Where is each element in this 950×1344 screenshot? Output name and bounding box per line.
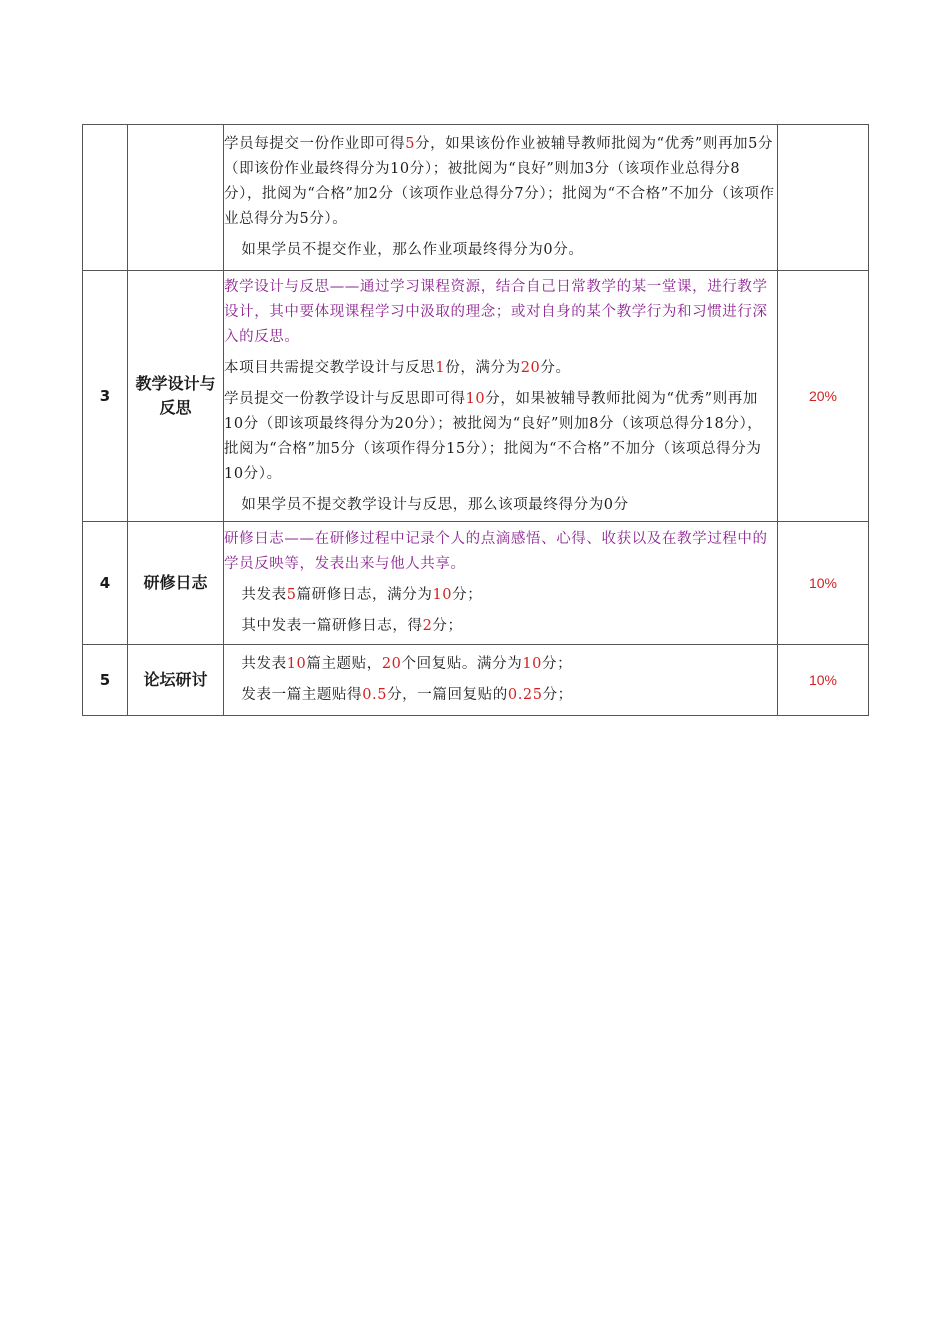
- weight-percent: 20%: [778, 271, 869, 522]
- table-row: [83, 522, 869, 645]
- score-value: 20: [520, 359, 541, 376]
- item-name: [128, 125, 224, 271]
- text-run: 分，如果被辅导教师批阅为“优秀”则再加10分（即该项最终得分为20分）；被批阅为“良好”则加8分（该项总得分18分），批阅为“合格”加5分（该项作得分15分）；批阅为“不合格”不加分（该项总得分为10分）。: [224, 390, 763, 482]
- rule-paragraph: [224, 583, 777, 608]
- text-run: 分，如果该份作业被辅导教师批阅为“优秀”则再加5分（即该份作业最终得分为10分）；被批阅为“良好”则加3分（该项作业总得分8分），批阅为“合格”加2分（该项作业总得分7分）；批阅为“不合格”不加分（该项作业总得分为5分）。: [224, 136, 775, 227]
- table-row: [83, 125, 869, 271]
- score-value: 10: [522, 656, 542, 672]
- score-value: 0.25: [507, 687, 543, 703]
- row-number: 5: [83, 645, 128, 716]
- rule-paragraph: [224, 387, 777, 487]
- text-run: 分；: [541, 656, 573, 672]
- rule-paragraph: 如果学员不提交作业，那么作业项最终得分为0分。: [241, 242, 584, 258]
- text-run: 分；: [452, 587, 483, 603]
- item-description: [224, 522, 778, 645]
- assessment-table: [82, 124, 869, 716]
- score-value: 2: [422, 618, 433, 634]
- item-intro: 教学设计与反思——通过学习课程资源，结合自己日常教学的某一堂课，进行教学设计，其中要体现课程学习中汲取的理念；或对自身的某个教学行为和习惯进行深入的反思。: [224, 278, 768, 345]
- text-run: 份，满分为: [445, 359, 521, 376]
- text-run: 分；: [542, 687, 573, 703]
- weight-percent: 10%: [778, 522, 869, 645]
- text-run: 篇研修日志，满分为: [296, 587, 433, 603]
- row-number: 4: [83, 522, 128, 645]
- rule-paragraph: [224, 132, 777, 232]
- text-run: 分。: [540, 359, 571, 376]
- table-row: [83, 271, 869, 522]
- score-value: 5: [405, 136, 416, 152]
- rule-paragraph: [224, 614, 777, 639]
- item-description: [224, 271, 778, 522]
- item-description: [224, 125, 778, 271]
- text-run: 篇主题贴，: [306, 656, 382, 672]
- item-intro: 研修日志——在研修过程中记录个人的点滴感悟、心得、收获以及在教学过程中的学员反映等，发表出来与他人共享。: [224, 531, 768, 572]
- item-description: [224, 645, 778, 716]
- item-name: 研修日志: [128, 522, 224, 645]
- weight-percent: [778, 125, 869, 271]
- text-run: 分，一篇回复贴的: [387, 687, 508, 703]
- row-number: [83, 125, 128, 271]
- score-value: 0.5: [362, 687, 388, 703]
- text-run: 学员每提交一份作业即可得: [224, 136, 406, 152]
- score-value: 10: [432, 587, 453, 603]
- item-name: 教学设计与反思: [128, 271, 224, 522]
- row-number: 3: [83, 271, 128, 522]
- weight-percent: 10%: [778, 645, 869, 716]
- text-run: 分；: [432, 618, 463, 634]
- rule-paragraph: [224, 652, 777, 677]
- text-run: 其中发表一篇研修日志，得: [241, 618, 423, 634]
- score-value: 1: [435, 359, 446, 376]
- score-value: 10: [286, 656, 307, 672]
- rule-paragraph: [224, 683, 777, 708]
- score-value: 5: [286, 587, 297, 603]
- text-run: 发表一篇主题贴得: [241, 687, 363, 703]
- text-run: 本项目共需提交教学设计与反思: [224, 359, 436, 376]
- table-row: [83, 645, 869, 716]
- rule-paragraph: 如果学员不提交教学设计与反思，那么该项最终得分为0分: [241, 496, 629, 513]
- text-run: 个回复贴。满分为: [401, 656, 523, 672]
- item-name: 论坛研讨: [128, 645, 224, 716]
- text-run: 学员提交一份教学设计与反思即可得: [224, 390, 466, 407]
- rule-paragraph: [224, 356, 777, 381]
- score-value: 20: [381, 656, 402, 672]
- text-run: 共发表: [241, 656, 287, 672]
- text-run: 共发表: [241, 587, 287, 603]
- score-value: 10: [465, 390, 486, 407]
